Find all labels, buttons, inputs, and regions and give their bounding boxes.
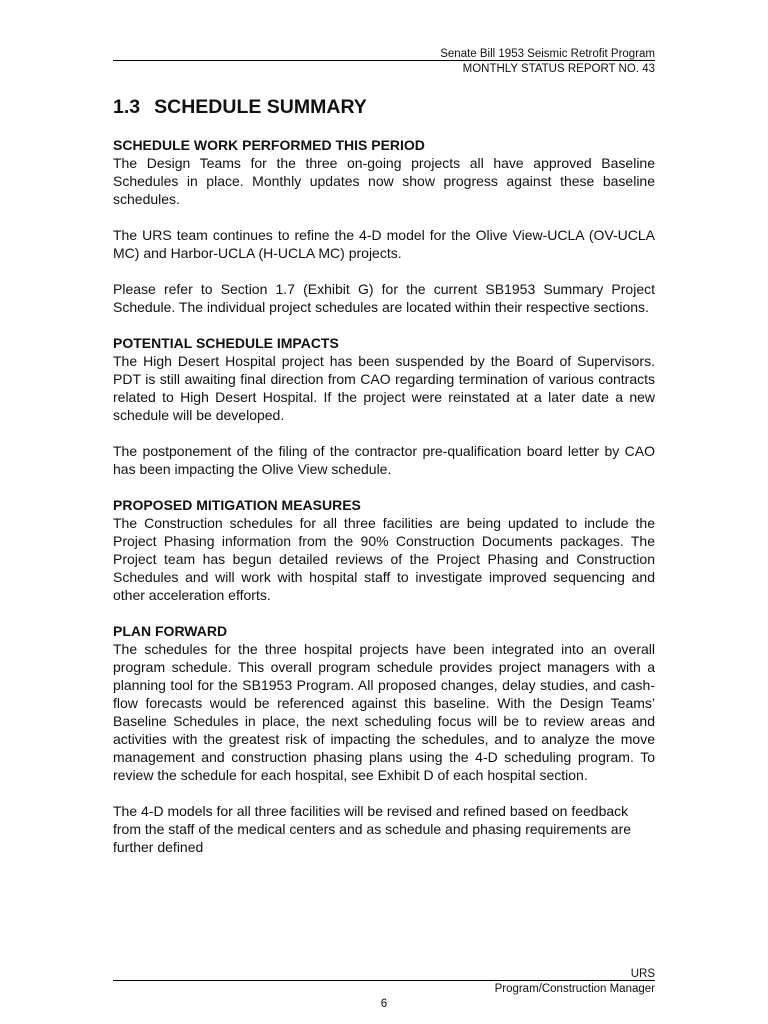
document-body (113, 96, 655, 874)
work-performed-heading: SCHEDULE WORK PERFORMED THIS PERIOD (113, 137, 425, 153)
work-performed-paragraph-2: The URS team continues to refine the 4-D model for the Olive View-UCLA (OV-UCLA MC) and Harbor-UCLA (H-UCLA MC) projects. (113, 227, 655, 261)
schedule-impacts-paragraph-1: The High Desert Hospital project has been suspended by the Board of Supervisors. PDT is still awaiting final direction from CAO regarding termination of various contracts related to High Desert Hospital. If the project were reinstated at a later date a new schedule will be developed. (113, 353, 655, 423)
section-title (113, 96, 655, 118)
work-performed-paragraph-3: Please refer to Section 1.7 (Exhibit G) for the current SB1953 Summary Project Schedule. The individual project schedules are located within their respective sections. (113, 281, 655, 315)
section-number: 1.3 (113, 96, 141, 118)
header-report-number: MONTHLY STATUS REPORT NO. 43 (462, 63, 655, 75)
plan-forward-heading: PLAN FORWARD (113, 623, 228, 639)
plan-forward-paragraph-2: The 4-D models for all three facilities will be revised and refined based on feedback from the staff of the medical centers and as schedule and phasing requirements are further defined (113, 803, 632, 855)
page-number: 6 (380, 998, 388, 1010)
schedule-impacts-heading: POTENTIAL SCHEDULE IMPACTS (113, 335, 339, 351)
section-title-text: SCHEDULE SUMMARY (154, 96, 367, 118)
plan-forward-paragraph-1: The schedules for the three hospital projects have been integrated into an overall program schedule. This overall program schedule provides project managers with a planning tool for the SB1953 Program. All proposed changes, delay studies, and cash-flow forecasts would be referenced against this baseline. With the Design Teams’ Baseline Schedules in place, the next scheduling focus will be to review areas and activities with the greatest risk of impacting the schedules, and to analyze the move management and construction phasing plans using the 4-D scheduling program. To review the schedule for each hospital, see Exhibit D of each hospital section. (113, 641, 655, 783)
mitigation-heading: PROPOSED MITIGATION MEASURES (113, 497, 361, 513)
footer-rule (113, 980, 655, 981)
mitigation-paragraph: The Construction schedules for all three facilities are being updated to include the Project Phasing information from the 90% Construction Documents packages. The Project team has begun detailed reviews of the Project Phasing and Construction Schedules and will work with hospital staff to investigate improved sequencing and other acceleration efforts. (113, 515, 655, 603)
footer-company: URS (630, 968, 655, 980)
schedule-impacts-paragraph-2: The postponement of the filing of the contractor pre-qualification board letter by CAO has been impacting the Olive View schedule. (113, 443, 655, 477)
work-performed-paragraph-1: The Design Teams for the three on-going projects all have approved Baseline Schedules in place. Monthly updates now show progress against these baseline schedules. (113, 155, 655, 207)
header-rule (113, 60, 655, 61)
header-program-title: Senate Bill 1953 Seismic Retrofit Program (440, 48, 655, 60)
footer-role: Program/Construction Manager (494, 983, 655, 995)
